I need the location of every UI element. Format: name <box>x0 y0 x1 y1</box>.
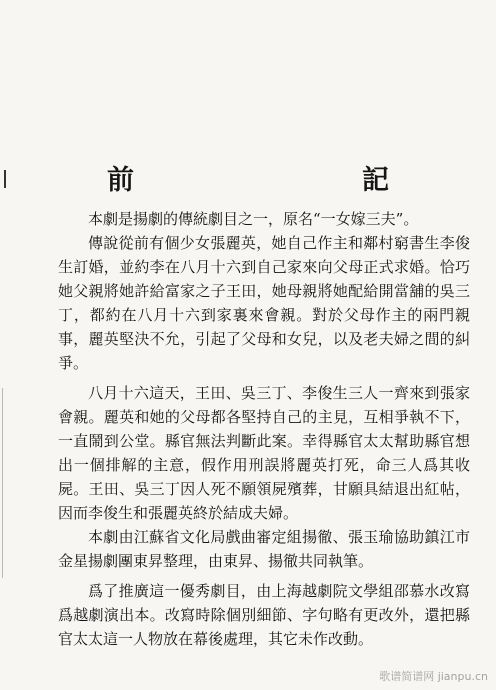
paragraph-legend: 傳說從前有個少女張麗英，她自己作主和鄰村窮書生李俊生訂婚，並約李在八月十六到自己家來向父母正式求婚。恰巧她父親將她許給富家之子王田，她母親將她配給開當舖的吳三丁，都約在八月十六到家裏來會親。對於父母作主的兩門親事，麗英堅決不允，引起了父母和女兒，以及老夫婦之間的糾爭。 <box>58 234 470 372</box>
paragraph-intro: 本劇是揚劇的傳統劇目之一，原名“一女嫁三夫”。 <box>88 210 419 228</box>
paragraph-plot: 八月十六這天，王田、吳三丁、李俊生三人一齊來到張家會親。麗英和她的父母都各堅持自己的主見，互相爭執不下，一直鬧到公堂。縣官無法判斷此案。幸得縣官太太幫助縣官想出一個排解的主意，假作用刑誤將麗英打死，命三人爲其收屍。王田、吳三丁因人死不願領屍殯葬，甘願具結退出紅帖，因而李俊生和張麗英終於結成夫婦。 <box>58 384 470 522</box>
paragraph-adaptation: 本劇由江蘇省文化局戲曲審定組揚徹、張玉瑜協助鎮江市金星揚劇團東昇整理，由東昇、揚徹共同執筆。 <box>58 528 470 570</box>
preface-body <box>58 207 470 651</box>
preface-title: 前 記 <box>107 165 447 196</box>
site-watermark: 歌谱简谱网 jianpu.cn <box>379 670 488 683</box>
paragraph-rewrite: 爲了推廣這一優秀劇目，由上海越劇院文學組邵慕水改寫爲越劇演出本。改寫時除個別細節、字句略有更改外，還把縣官太太這一人物放在幕後處理，其它未作改動。 <box>58 582 470 648</box>
binding-edge-line <box>2 388 3 578</box>
